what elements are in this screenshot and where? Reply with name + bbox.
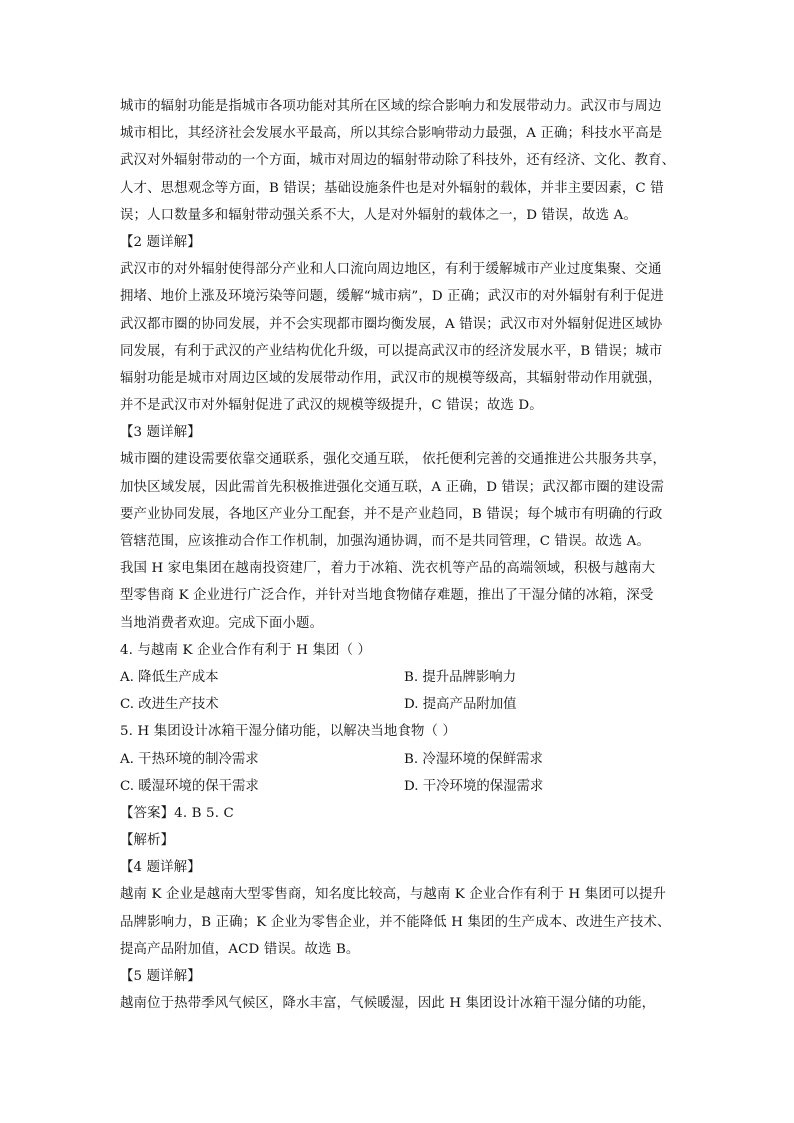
question-5-stem: 5. H 集团设计冰箱干湿分储功能，以解决当地食物（ ） — [120, 724, 457, 740]
question-4-option-c: C. 改进生产技术 — [120, 697, 219, 713]
text-line: 城市的辐射功能是指城市各项功能对其所在区域的综合影响力和发展带动力。武汉市与周边 — [120, 99, 662, 114]
analysis-heading: 【解析】 — [120, 833, 175, 849]
text-line: 武汉都市圈的协同发展，并不会实现都市圈均衡发展，A 错误；武汉市对外辐射促进区域协 — [120, 316, 663, 332]
question-4-option-a: A. 降低生产成本 — [120, 669, 219, 685]
text-line: 武汉市的对外辐射使得部分产业和人口流向周边地区，有利于缓解城市产业过度集聚、交通 — [120, 262, 662, 278]
text-line: 加快区域发展，因此需首先积极推进强化交通互联，A 正确，D 错误；武汉都市圈的建设需 — [120, 479, 665, 495]
question-5-options-row-1 — [120, 746, 682, 773]
text-line: 越南 K 企业是越南大型零售商，知名度比较高，与越南 K 企业合作有利于 H 集团可以提升 — [120, 887, 667, 903]
text-line: 同发展，有利于武汉的产业结构优化升级，可以提高武汉市的经济发展水平，B 错误；城市 — [120, 343, 663, 359]
question-5-option-a: A. 干热环境的制冷需求 — [120, 751, 259, 767]
question-4-options-row-2 — [120, 691, 682, 718]
passage-line: 当地消费者欢迎。完成下面小题。 — [120, 615, 324, 631]
text-line: 越南位于热带季风气候区，降水丰富，气候暖湿，因此 H 集团设计冰箱干湿分储的功能， — [120, 996, 656, 1012]
text-line: 辐射功能是城市对周边区域的发展带动作用，武汉市的规模等级高，其辐射带动作用就强， — [120, 370, 662, 386]
answer-line: 【答案】4. B 5. C — [120, 805, 234, 821]
question-5-option-c: C. 暖湿环境的保干需求 — [120, 778, 259, 794]
text-line: 提高产品附加值，ACD 错误。故选 B。 — [120, 941, 360, 957]
question-4-options-row-1 — [120, 664, 682, 691]
question-4-option-d: D. 提高产品附加值 — [404, 697, 517, 713]
question-5-option-b: B. 冷湿环境的保鲜需求 — [404, 751, 543, 767]
question-5-option-d: D. 干冷环境的保湿需求 — [404, 778, 544, 794]
page-content — [120, 93, 682, 1017]
text-line: 并不是武汉市对外辐射促进了武汉的规模等级提升，C 错误；故选 D。 — [120, 398, 543, 414]
text-line: 误；人口数量多和辐射带动强关系不大，人是对外辐射的载体之一，D 错误，故选 A。 — [120, 207, 637, 223]
text-line: 城市圈的建设需要依靠交通联系，强化交通互联， 依托便利完善的交通推进公共服务共享， — [120, 452, 667, 468]
question-5-options-row-2 — [120, 773, 682, 800]
passage-line: 我国 H 家电集团在越南投资建厂，着力于冰箱、洗衣机等产品的高端领域，积极与越南大 — [120, 561, 656, 577]
section-heading-q2: 【2 题详解】 — [120, 234, 201, 250]
text-line: 武汉对外辐射带动的一个方面，城市对周边的辐射带动除了科技外，还有经济、文化、教育、 — [120, 153, 676, 169]
text-line: 城市相比，其经济社会发展水平最高，所以其综合影响带动力最强，A 正确；科技水平高是 — [120, 126, 663, 142]
text-line: 品牌影响力，B 正确；K 企业为零售企业，并不能降低 H 集团的生产成本、改进生产技术、 — [120, 914, 671, 930]
section-heading-q4: 【4 题详解】 — [120, 860, 201, 876]
section-heading-q3: 【3 题详解】 — [120, 425, 201, 441]
section-heading-q5: 【5 题详解】 — [120, 969, 201, 984]
question-4-option-b: B. 提升品牌影响力 — [404, 669, 517, 685]
question-4-stem: 4. 与越南 K 企业合作有利于 H 集团（ ） — [120, 642, 372, 658]
text-line: 要产业协同发展，各地区产业分工配套，并不是产业趋同，B 错误；每个城市有明确的行政 — [120, 506, 663, 522]
text-line: 管辖范围，应该推动合作工作机制，加强沟通协调，而不是共同管理，C 错误。故选 A。 — [120, 534, 651, 549]
text-line: 人才、思想观念等方面，B 错误；基础设施条件也是对外辐射的载体，并非主要因素，C 错 — [120, 180, 664, 196]
text-line: 拥堵、地价上涨及环境污染等问题，缓解“城市病”，D 正确；武汉市的对外辐射有利于促进 — [120, 289, 664, 305]
passage-line: 型零售商 K 企业进行广泛合作，并针对当地食物储存难题，推出了干湿分储的冰箱，深受 — [120, 588, 654, 604]
